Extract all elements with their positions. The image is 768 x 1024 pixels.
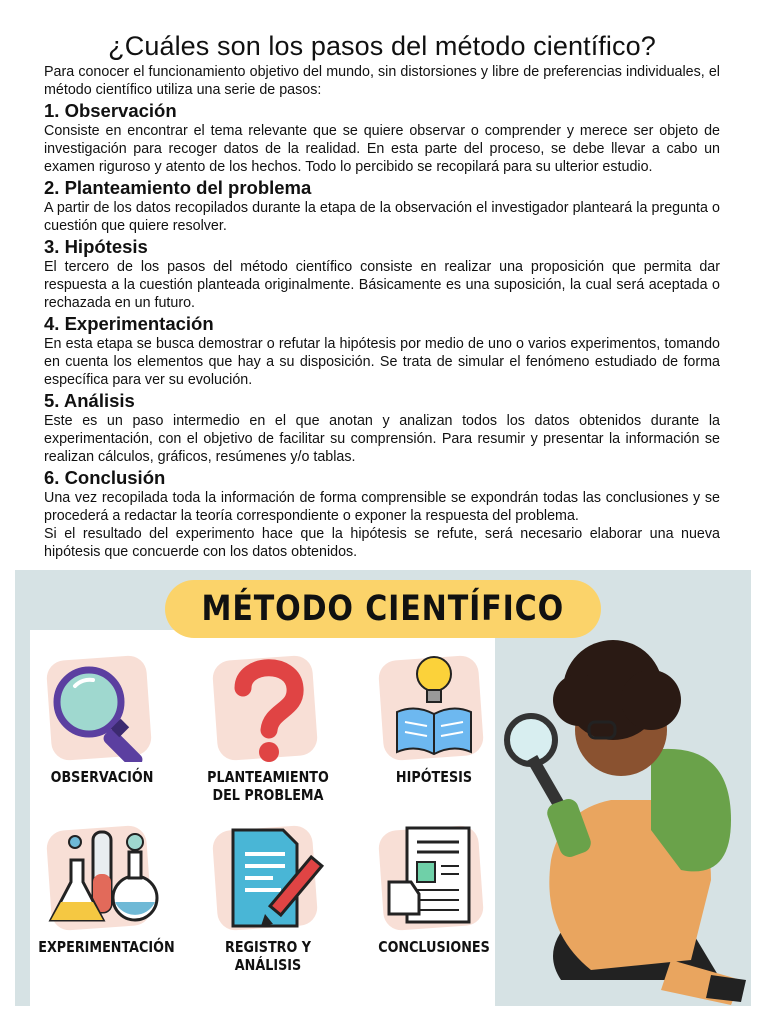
document <box>44 30 720 561</box>
section-heading: 6. Conclusión <box>44 467 166 488</box>
step-label: REGISTRO Y ANÁLISIS <box>225 938 311 974</box>
step-label: HIPÓTESIS <box>395 768 473 786</box>
section-hipotesis <box>44 236 720 312</box>
section-heading: 2. Planteamiento del problema <box>44 177 312 198</box>
section-paragraph: En esta etapa se busca demostrar o refutar la hipótesis por medio de uno o varios experimentos, tomando en cuenta los elementos que hay a su disposición. Se trata de simular el fenómeno estudiado de forma específica para ver su evolución. <box>44 336 720 388</box>
newspaper-hand-icon <box>359 822 509 932</box>
section-analisis <box>44 390 720 466</box>
step-card-experimentacion <box>27 818 177 978</box>
section-paragraph: Este es un paso intermedio en el que anotan y analizan todos los datos obtenidos durante la experimentación, con el objetivo de facilitar su comprensión. Para resumir y presentar la información se realizan cálculos, gráficos, resúmenes y/o tablas. <box>44 413 720 465</box>
section-paragraph: El tercero de los pasos del método científico consiste en realizar una proposición que permita dar respuesta a la cuestión planteada originalmente. Básicamente es una suposición, la cual será aceptada o rechazada en un futuro. <box>44 259 720 311</box>
step-card-observacion <box>27 648 177 808</box>
section-paragraph: Una vez recopilada toda la información de forma comprensible se expondrán todas las conclusiones y se procederá a redactar la teoría correspondiente o exponer la respuesta del problema. <box>44 490 720 524</box>
lightbulb-book-icon <box>359 652 509 762</box>
step-label: PLANTEAMIENTO DEL PROBLEMA <box>207 768 329 804</box>
section-heading: 5. Análisis <box>44 390 135 411</box>
section-heading: 3. Hipótesis <box>44 236 148 257</box>
section-experimentacion <box>44 313 720 389</box>
step-card-conclusiones <box>359 818 509 978</box>
step-label: CONCLUSIONES <box>378 938 490 956</box>
section-conclusion <box>44 467 720 561</box>
lab-flasks-icon <box>27 822 177 932</box>
question-mark-icon <box>193 652 343 762</box>
kid-scientist-illustration <box>501 630 751 1006</box>
banner-title: MÉTODO CIENTÍFICO <box>201 589 565 629</box>
step-label: EXPERIMENTACIÓN <box>38 938 175 956</box>
document-pencil-icon <box>193 822 343 932</box>
infographic <box>15 570 751 1006</box>
section-observacion <box>44 100 720 176</box>
section-paragraph: Si el resultado del experimento hace que la hipótesis se refute, será necesario elaborar una nueva hipótesis que concuerde con los datos obtenidos. <box>44 526 720 560</box>
step-card-planteamiento <box>193 648 343 808</box>
step-label: OBSERVACIÓN <box>50 768 154 786</box>
step-card-registro <box>193 818 343 978</box>
magnifier-icon <box>27 652 177 762</box>
section-heading: 4. Experimentación <box>44 313 214 334</box>
section-planteamiento <box>44 177 720 235</box>
page-title: ¿Cuáles son los pasos del método científico? <box>108 31 656 61</box>
section-paragraph: A partir de los datos recopilados durante la etapa de la observación el investigador planteará la pregunta o cuestión que quiere resolver. <box>44 200 720 234</box>
section-paragraph: Consiste en encontrar el tema relevante que se quiere observar o comprender y merece ser objeto de investigación para recoger datos de la realidad. En esta parte del proceso, se debe llevar a cabo un examen riguroso y atento de los hechos. Todo lo percibido se recopilará para su ulterior estudio. <box>44 123 720 175</box>
step-card-hipotesis <box>359 648 509 808</box>
intro-paragraph: Para conocer el funcionamiento objetivo del mundo, sin distorsiones y libre de preferencias individuales, el método científico utiliza una serie de pasos: <box>44 64 720 98</box>
section-heading: 1. Observación <box>44 100 177 121</box>
